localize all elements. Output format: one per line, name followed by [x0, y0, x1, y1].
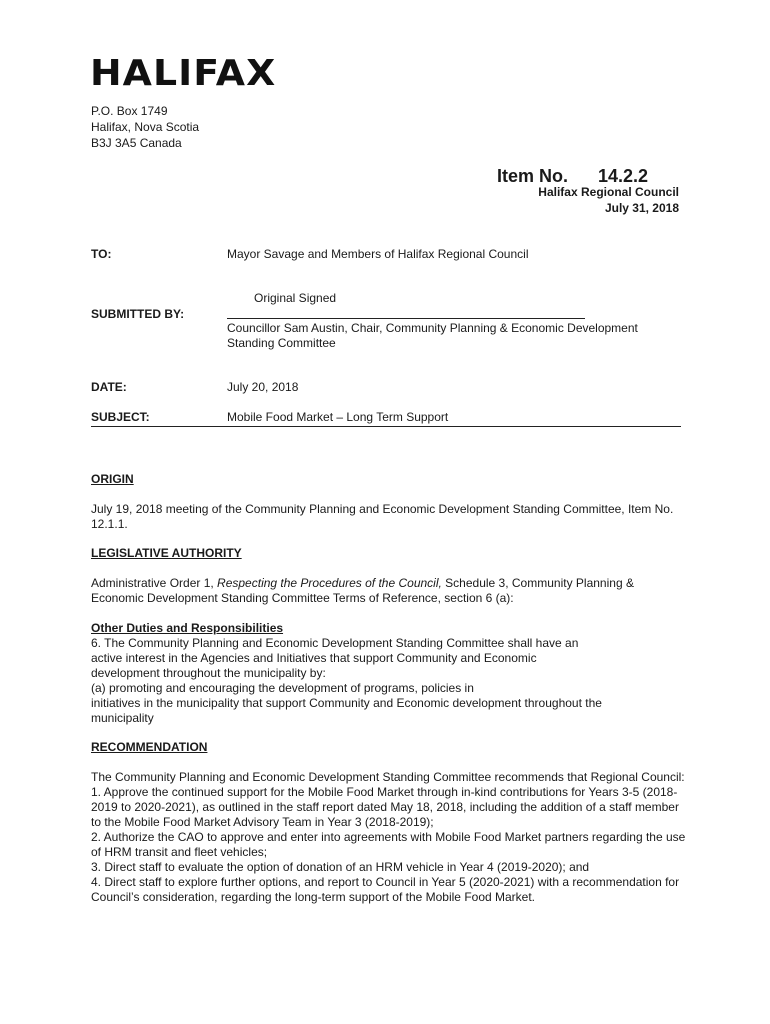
duties-line: active interest in the Agencies and Initiatives that support Community and Economic	[91, 651, 537, 665]
address-line: P.O. Box 1749	[91, 104, 168, 118]
date-label: DATE:	[91, 380, 127, 394]
recommendation-item: 1. Approve the continued support for the Mobile Food Market through in-kind contributions for Years 3-5 (2018-2019 to 2020-2021), as outlined in the staff report dated May 18, 2018, including the addition of a staff member to the Mobile Food Market Advisory Team in Year 3 (2018-2019);	[91, 785, 679, 829]
council-name: Halifax Regional Council	[538, 185, 679, 199]
header-divider	[91, 426, 681, 427]
recommendation-item: 4. Direct staff to explore further options, and report to Council in Year 5 (2020-2021) with a recommendation for Council’s consideration, regarding the long-term support of the Mobile Food Market.	[91, 875, 680, 904]
recommendation-heading: RECOMMENDATION	[91, 740, 208, 754]
legislative-text	[91, 576, 686, 606]
item-number-heading	[497, 166, 648, 186]
item-label: Item No.	[497, 166, 569, 186]
legislative-text-italic: Respecting the Procedures of the Council,	[217, 576, 442, 590]
legislative-heading: LEGISLATIVE AUTHORITY	[91, 546, 242, 560]
recommendation-item: 3. Direct staff to evaluate the option of donation of an HRM vehicle in Year 4 (2019-2020); and	[91, 860, 590, 874]
legislative-text-suffix: Schedule 3, Community Planning & Economic Development Standing Committee Terms of Reference, section 6 (a):	[91, 576, 634, 605]
duties-line: development throughout the municipality by:	[91, 666, 326, 680]
submitted-by-label: SUBMITTED BY:	[91, 307, 185, 321]
to-label: TO:	[91, 247, 112, 261]
submitted-by-value	[227, 321, 638, 351]
duties-subheading: Other Duties and Responsibilities	[91, 621, 284, 635]
signature-line	[227, 318, 585, 319]
origin-text: July 19, 2018 meeting of the Community Planning and Economic Development Standing Committee, Item No. 12.1.1.	[91, 502, 674, 531]
duties-line: initiatives in the municipality that support Community and Economic development throughout the	[91, 696, 602, 710]
to-value: Mayor Savage and Members of Halifax Regional Council	[227, 247, 529, 261]
address-line: B3J 3A5 Canada	[91, 136, 182, 150]
meeting-date: July 31, 2018	[604, 201, 679, 215]
duties-block	[91, 621, 686, 726]
date-value: July 20, 2018	[227, 380, 299, 394]
duties-line: 6. The Community Planning and Economic Development Standing Committee shall have an	[91, 636, 579, 650]
item-number: 14.2.2	[598, 166, 649, 186]
halifax-logo: HALIFAX	[90, 53, 277, 94]
subject-label: SUBJECT:	[91, 410, 150, 424]
original-signed-note: Original Signed	[254, 291, 337, 305]
recommendation-item: 2. Authorize the CAO to approve and enter into agreements with Mobile Food Market partners regarding the use of HRM transit and fleet vehicles;	[91, 830, 686, 859]
recommendation-body	[91, 770, 686, 905]
mailing-address	[91, 103, 199, 151]
submitted-line: Councillor Sam Austin, Chair, Community Planning & Economic Development	[227, 321, 638, 335]
subject-value: Mobile Food Market – Long Term Support	[227, 410, 449, 424]
address-line: Halifax, Nova Scotia	[91, 120, 200, 134]
submitted-line: Standing Committee	[227, 336, 336, 350]
council-block	[538, 184, 679, 216]
duties-line: municipality	[91, 711, 154, 725]
origin-heading: ORIGIN	[91, 472, 134, 486]
duties-line: (a) promoting and encouraging the development of programs, policies in	[91, 681, 474, 695]
recommendation-intro: The Community Planning and Economic Development Standing Committee recommends that Regional Council:	[91, 770, 685, 784]
legislative-text-prefix: Administrative Order 1,	[91, 576, 218, 590]
